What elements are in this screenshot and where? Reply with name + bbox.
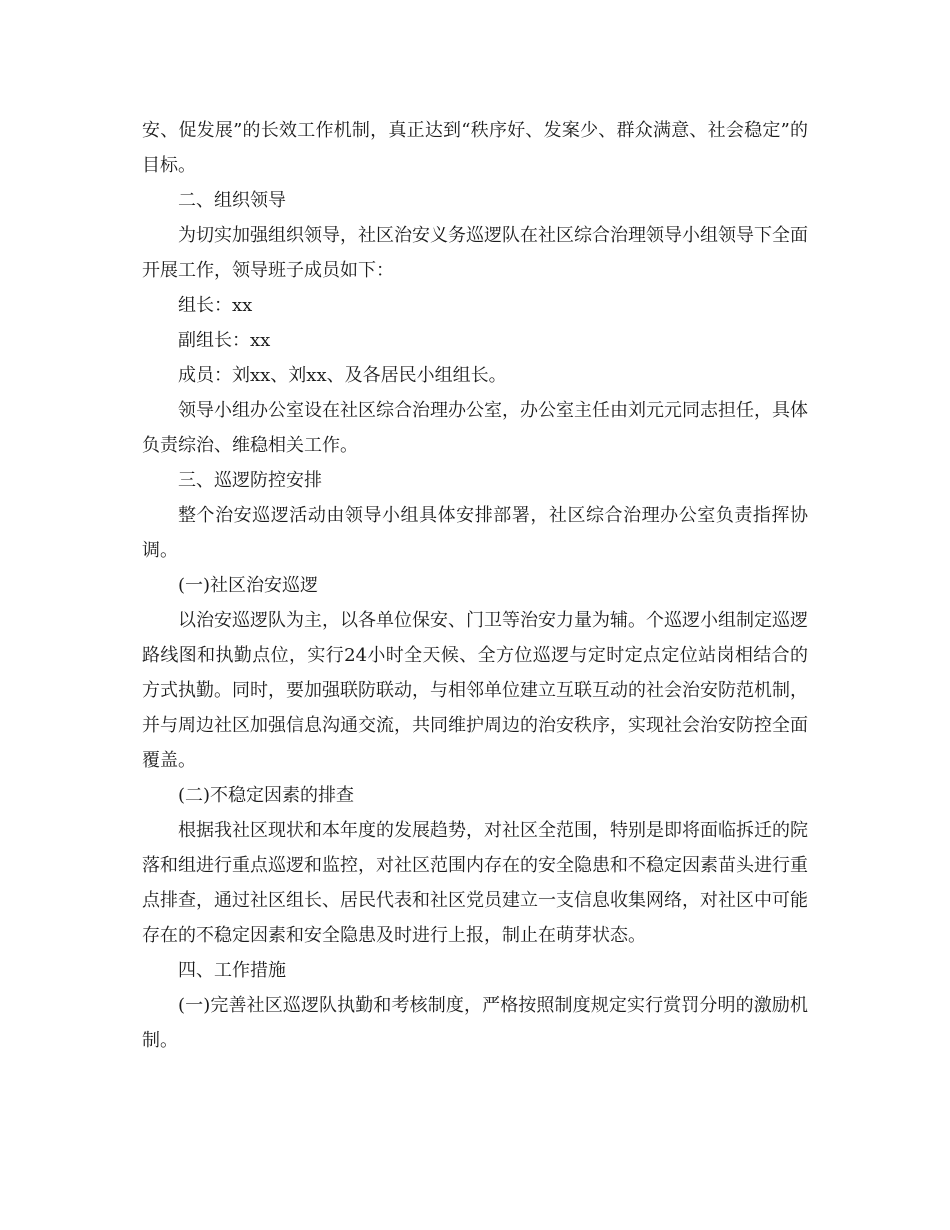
paragraph-arrangement: 整个治安巡逻活动由领导小组具体安排部署，社区综合治理办公室负责指挥协调。	[142, 505, 808, 561]
section-heading-patrol-arrangement: 三、巡逻防控安排	[178, 470, 322, 491]
paragraph-measure-1: (一)完善社区巡逻队执勤和考核制度，严格按照制度规定实行赏罚分明的激励机制。	[142, 995, 808, 1051]
subheading-community-patrol: (一)社区治安巡逻	[178, 575, 319, 596]
paragraph-patrol: 以治安巡逻队为主，以各单位保安、门卫等治安力量为辅。个巡逻小组制定巡逻路线图和执勤点位，实行24小时全天候、全方位巡逻与定时定点定位站岗相结合的方式执勤。同时，要加强联防联动，与相邻单位建立互联互动的社会治安防范机制，并与周边社区加强信息沟通交流，共同维护周边的治安秩序，实现社会治安防控全面覆盖。	[142, 610, 808, 771]
paragraph-continuation: 安、促发展”的长效工作机制，真正达到“秩序好、发案少、群众满意、社会稳定”的目标。	[142, 120, 808, 176]
section-heading-organization: 二、组织领导	[178, 190, 286, 211]
subheading-instability-investigation: (二)不稳定因素的排查	[178, 785, 355, 806]
section-heading-work-measures: 四、工作措施	[178, 960, 286, 981]
paragraph-members: 成员：刘xx、刘xx、及各居民小组组长。	[178, 365, 507, 386]
paragraph-deputy-leader: 副组长：xx	[178, 330, 271, 351]
paragraph-leader: 组长：xx	[178, 295, 253, 316]
document-body	[142, 113, 808, 1058]
paragraph-office: 领导小组办公室设在社区综合治理办公室，办公室主任由刘元元同志担任，具体负责综治、维稳相关工作。	[142, 400, 808, 456]
paragraph-leadership: 为切实加强组织领导，社区治安义务巡逻队在社区综合治理领导小组领导下全面开展工作，领导班子成员如下：	[142, 225, 808, 281]
paragraph-investigation: 根据我社区现状和本年度的发展趋势，对社区全范围，特别是即将面临拆迁的院落和组进行重点巡逻和监控，对社区范围内存在的安全隐患和不稳定因素苗头进行重点排查，通过社区组长、居民代表和社区党员建立一支信息收集网络，对社区中可能存在的不稳定因素和安全隐患及时进行上报，制止在萌芽状态。	[142, 820, 808, 946]
